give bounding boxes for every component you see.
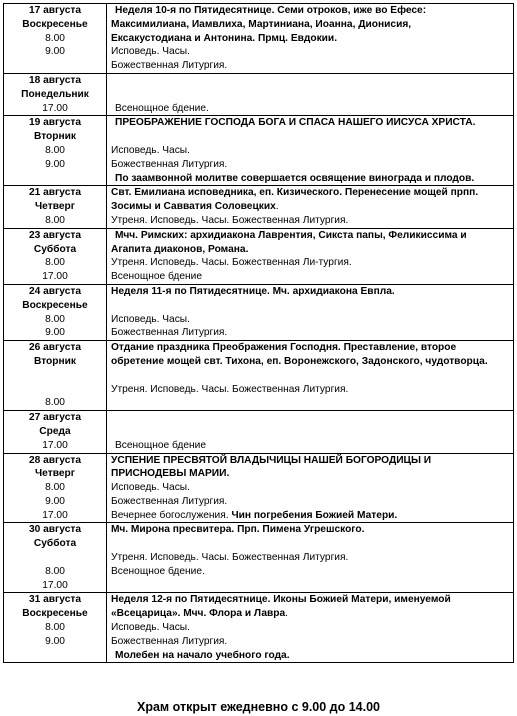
date-cell — [4, 411, 107, 453]
weekday-label: Понедельник — [21, 88, 89, 100]
service-line: Всенощное бдение — [115, 439, 206, 451]
service-time: 9.00 — [45, 46, 65, 58]
service-time: 8.00 — [45, 313, 65, 325]
service-cell — [107, 73, 514, 115]
feast-title-line: обретение мощей свт. Тихона, еп. Воронежского, Задонского, чудотворца. — [111, 355, 488, 367]
date-label: 21 августа — [28, 187, 82, 199]
service-time: 17.00 — [42, 509, 68, 521]
service-line: Исповедь. Часы. — [111, 313, 190, 325]
schedule-row — [4, 411, 514, 453]
service-line-segment: . — [285, 608, 288, 620]
date-cell — [4, 228, 107, 284]
spacer-line — [111, 299, 511, 313]
schedule-row — [4, 228, 514, 284]
feast-title-line: ПРИСНОДЕВЫ МАРИИ. — [111, 468, 230, 480]
service-line-segment: Вечернее богослужения. — [111, 509, 232, 521]
date-label: 24 августа — [28, 285, 82, 297]
service-time: 9.00 — [45, 158, 65, 170]
weekday-label: Среда — [39, 425, 71, 437]
weekday-label: Воскресенье — [22, 608, 88, 620]
date-cell — [4, 116, 107, 186]
service-cell — [107, 593, 514, 663]
service-line: Божественная Литургия. — [111, 495, 228, 507]
schedule-row — [4, 73, 514, 115]
service-cell — [107, 284, 514, 340]
service-cell — [107, 453, 514, 523]
service-line: Всенощное бдение — [111, 271, 202, 283]
service-cell — [107, 4, 514, 74]
schedule-row — [4, 186, 514, 228]
date-label: 27 августа — [28, 412, 82, 424]
date-cell — [4, 341, 107, 411]
weekday-label: Воскресенье — [22, 299, 88, 311]
service-cell — [107, 186, 514, 228]
schedule-row — [4, 593, 514, 663]
date-cell — [4, 523, 107, 593]
service-time: 8.00 — [45, 397, 65, 409]
service-cell — [107, 523, 514, 593]
service-line: Исповедь. Часы. — [111, 46, 190, 58]
service-time: 17.00 — [42, 579, 68, 591]
service-line — [111, 509, 511, 523]
date-label: 18 августа — [28, 74, 82, 86]
schedule-row — [4, 341, 514, 411]
service-line: Утреня. Исповедь. Часы. Божественная Литургия. — [111, 214, 349, 226]
service-time: 8.00 — [45, 144, 65, 156]
service-time: 17.00 — [42, 271, 68, 283]
service-time: 8.00 — [45, 482, 65, 494]
service-line: Утреня. Исповедь. Часы. Божественная Литургия. — [111, 552, 349, 564]
service-time: 8.00 — [45, 32, 65, 44]
feast-title-line: Неделя 12-я по Пятидесятнице. Иконы Божией Матери, именуемой — [111, 594, 451, 606]
feast-title-line: Отдание праздника Преображения Господня. Преставление, второе — [111, 342, 457, 354]
service-time: 9.00 — [45, 635, 65, 647]
spacer-line — [111, 130, 511, 144]
service-line: Божественная Литургия. — [111, 158, 228, 170]
feast-title-line: По заамвонной молитве совершается освящение винограда и плодов. — [115, 172, 475, 184]
feast-title-line: Неделя 10-я по Пятидесятнице. Семи отроков, иже во Ефесе: — [115, 5, 427, 16]
service-line-segment: Свт. Емилиана исповедника, еп. Кизического. Перенесение мощей прпп. — [111, 187, 479, 199]
date-cell — [4, 593, 107, 663]
service-cell — [107, 341, 514, 411]
schedule-row — [4, 284, 514, 340]
service-time: 8.00 — [45, 257, 65, 269]
date-cell — [4, 284, 107, 340]
weekday-label: Четверг — [35, 468, 75, 480]
date-label: 28 августа — [28, 454, 82, 466]
service-time: 8.00 — [45, 622, 65, 634]
opening-hours-footer: Храм открыт ежедневно с 9.00 до 14.00 — [136, 700, 381, 714]
spacer-line — [111, 537, 511, 551]
service-line: Утреня. Исповедь. Часы. Божественная Литургия. — [111, 383, 349, 395]
spacer-line — [111, 425, 511, 439]
service-line: Утреня. Исповедь. Часы. Божественная Ли-тургия. — [111, 257, 352, 269]
weekday-label: Суббота — [33, 538, 77, 550]
feast-title-line: Неделя 11-я по Пятидесятнице. Мч. архидиакона Евпла. — [111, 285, 395, 297]
spacer-line — [111, 88, 511, 102]
date-label: 30 августа — [28, 524, 82, 536]
feast-title-line: УСПЕНИЕ ПРЕСВЯТОЙ ВЛАДЫЧИЦЫ НАШЕЙ БОГОРОДИЦЫ И — [111, 454, 432, 466]
service-line — [111, 607, 511, 621]
weekday-label: Вторник — [33, 131, 77, 143]
service-line: Божественная Литургия. — [111, 327, 228, 339]
service-time: 17.00 — [42, 439, 68, 451]
service-line-segment: . — [275, 201, 279, 213]
service-time: 8.00 — [45, 565, 65, 577]
feast-title-line: Агапита диаконов, Романа. — [111, 243, 249, 255]
date-cell — [4, 4, 107, 74]
feast-title-line: Мчч. Римских: архидиакона Лаврентия, Сикста папы, Феликиссима и — [115, 229, 467, 241]
schedule-row — [4, 523, 514, 593]
service-line: Исповедь. Часы. — [111, 622, 190, 634]
date-label: 19 августа — [28, 117, 82, 129]
service-cell — [107, 411, 514, 453]
service-line: Исповедь. Часы. — [111, 482, 190, 494]
feast-title-line: Ексакустодиана и Антонина. Прмц. Евдокии. — [111, 32, 338, 44]
date-cell — [4, 73, 107, 115]
service-cell — [107, 116, 514, 186]
schedule-row — [4, 453, 514, 523]
service-time: 9.00 — [45, 495, 65, 507]
service-time: 9.00 — [45, 327, 65, 339]
date-label: 23 августа — [28, 229, 82, 241]
spacer-line — [111, 74, 511, 88]
date-label: 26 августа — [28, 342, 82, 354]
weekday-label: Суббота — [33, 243, 77, 255]
feast-title-line: Максимилиана, Иамвлиха, Мартиниана, Иоанна, Дионисия, — [111, 18, 412, 30]
service-cell — [107, 228, 514, 284]
service-time: 8.00 — [45, 214, 65, 226]
schedule-body — [4, 4, 514, 663]
schedule-row — [4, 116, 514, 186]
spacer-line — [111, 369, 511, 383]
service-line-segment: Чин погребения Божией Матери. — [231, 509, 398, 521]
feast-title-line: ПРЕОБРАЖЕНИЕ ГОСПОДА БОГА И СПАСА НАШЕГО ИИСУСА ХРИСТА. — [115, 117, 476, 129]
service-time: 17.00 — [42, 102, 68, 114]
weekday-label: Четверг — [35, 201, 75, 213]
date-label: 17 августа — [28, 5, 82, 16]
service-line — [111, 200, 511, 214]
service-line: Всенощное бдение. — [111, 565, 205, 577]
feast-title-line: Мч. Мирона пресвитера. Прп. Пимена Угрешского. — [111, 524, 365, 536]
weekday-label: Воскресенье — [22, 18, 88, 30]
date-cell — [4, 453, 107, 523]
date-cell — [4, 186, 107, 228]
service-line: Божественная Литургия. — [111, 635, 228, 647]
service-line: Божественная Литургия. — [111, 60, 228, 72]
service-line-segment: «Всецарица». Мчч. Флора и Лавра — [111, 608, 286, 620]
service-line — [111, 186, 511, 200]
schedule-table — [3, 3, 514, 663]
service-line: Исповедь. Часы. — [111, 144, 190, 156]
weekday-label: Вторник — [33, 355, 77, 367]
service-line-segment: Зосимы и Савватия Соловецких — [111, 201, 276, 213]
service-line: Всенощное бдение. — [115, 102, 209, 114]
date-label: 31 августа — [28, 594, 82, 606]
feast-title-line: Молебен на начало учебного года. — [115, 649, 290, 661]
schedule-row — [4, 4, 514, 74]
spacer-line — [111, 411, 511, 425]
